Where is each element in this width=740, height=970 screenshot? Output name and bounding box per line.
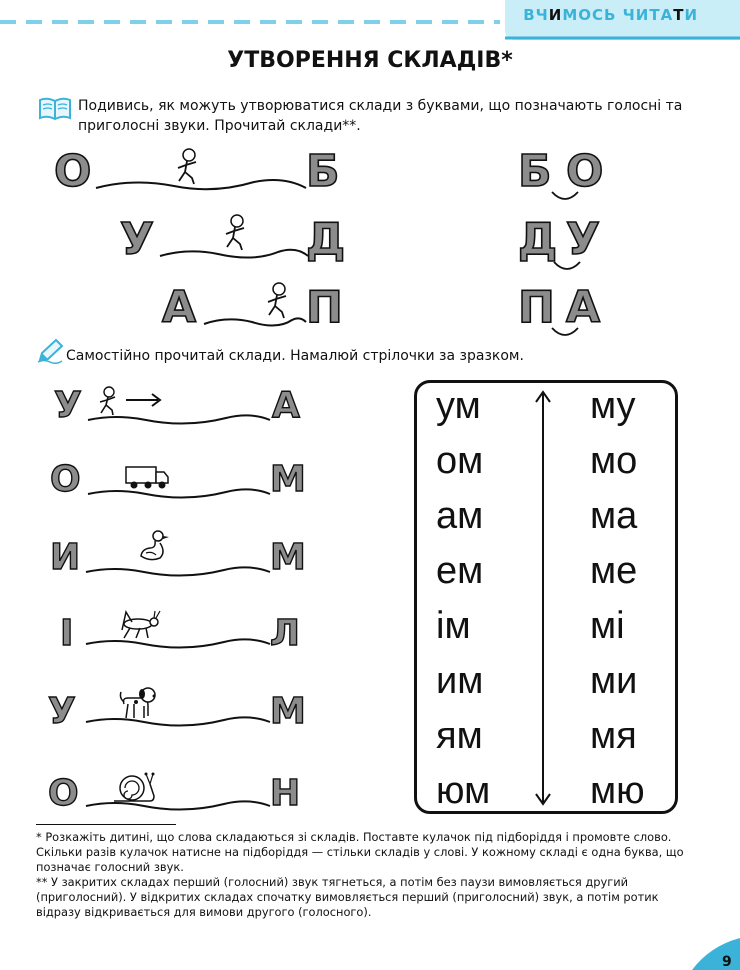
running-boy-icon [96,386,120,416]
exercise-left-letter: О [48,773,79,814]
instruction-text: Самостійно прочитай склади. Намалюй стрілочки за зразком. [66,348,524,364]
wavy-path [86,464,272,504]
syllable-open: му [590,385,636,427]
link-arc [550,190,580,204]
running-boy-icon [172,148,202,186]
running-boy-icon [220,214,250,252]
syllable-open: мя [590,715,637,757]
page-number: 9 [722,954,732,970]
snail-icon [110,770,156,806]
syllable-open: ми [590,660,638,702]
syllable-letter-1: Б [518,146,552,197]
syllable-letter-2: У [566,214,600,265]
wavy-path [84,696,272,736]
exercise-left-letter: У [54,385,82,426]
consonant-letter: Б [306,146,340,197]
puppy-icon [118,686,158,722]
running-boy-icon [262,282,292,320]
vowel-letter: О [54,146,92,197]
footnotes [36,830,704,920]
exercise-left-letter: І [60,613,74,654]
syllable-closed: ам [436,495,484,537]
syllable-closed: ум [436,385,481,427]
grasshopper-icon [118,610,162,640]
syllable-closed: ім [436,605,471,647]
syllable-open: ме [590,550,638,592]
link-arc [552,260,582,274]
vowel-letter: У [120,214,154,265]
wavy-path [84,542,272,582]
pencil-icon [36,338,64,364]
syllable-letter-1: П [518,282,555,333]
syllable-open: ма [590,495,638,537]
exercise-left-letter: О [50,459,81,500]
exercise-right-letter: М [270,537,306,578]
syllable-letter-2: О [566,146,604,197]
exercise-right-letter: Н [270,773,301,814]
syllable-closed: ем [436,550,484,592]
footnote-2: ** У закритих складах перший (голосний) звук тягнеться, а потім без паузи вимовляється другий (приголосний). У відкритих складах спочатку вимовляється перший (приголосний) звук, а потім ротик відразу відкривається для вимови другого (голосного). [36,875,659,919]
syllable-open: мю [590,770,645,812]
up-down-arrow-icon [532,388,554,808]
instruction-text: Подивись, як можуть утворюватися склади з буквами, що позначають голосні та приголосні звуки. Прочитай склади**. [78,98,683,134]
syllable-open: мі [590,605,625,647]
exercise-right-letter: М [270,691,306,732]
footnote-separator [36,824,176,825]
syllable-open: мо [590,440,638,482]
consonant-letter: П [306,282,343,333]
header-title: ВЧИМОСЬ ЧИТАТИ [523,6,698,24]
wavy-path [84,618,272,658]
truck-icon [124,464,170,490]
link-arc [550,326,580,340]
duck-icon [138,528,170,564]
syllable-closed: им [436,660,484,702]
exercise-right-letter: Л [270,613,300,654]
syllable-closed: ям [436,715,483,757]
syllable-closed: ом [436,440,484,482]
exercise-left-letter: У [48,691,76,732]
syllable-letter-1: Д [518,214,558,265]
book-icon [38,96,72,122]
syllable-letter-2: А [566,282,601,333]
arrow-right-icon [124,392,164,408]
page-title: УТВОРЕННЯ СКЛАДІВ* [227,48,513,73]
exercise-right-letter: А [272,385,300,426]
exercise-left-letter: И [50,537,81,578]
page-corner-decoration [690,930,740,970]
exercise-right-letter: М [270,459,306,500]
syllable-closed: юм [436,770,491,812]
vowel-letter: А [162,282,197,333]
footnote-1: * Розкажіть дитині, що слова складаються зі складів. Поставте кулачок під підборіддя і промовте слово. Скільки разів кулачок натисне на підборіддя — стільки складів у слові. У кожному складі є одна буква, що позначає голосний звук. [36,830,684,874]
wavy-path [202,286,308,332]
consonant-letter: Д [306,214,346,265]
